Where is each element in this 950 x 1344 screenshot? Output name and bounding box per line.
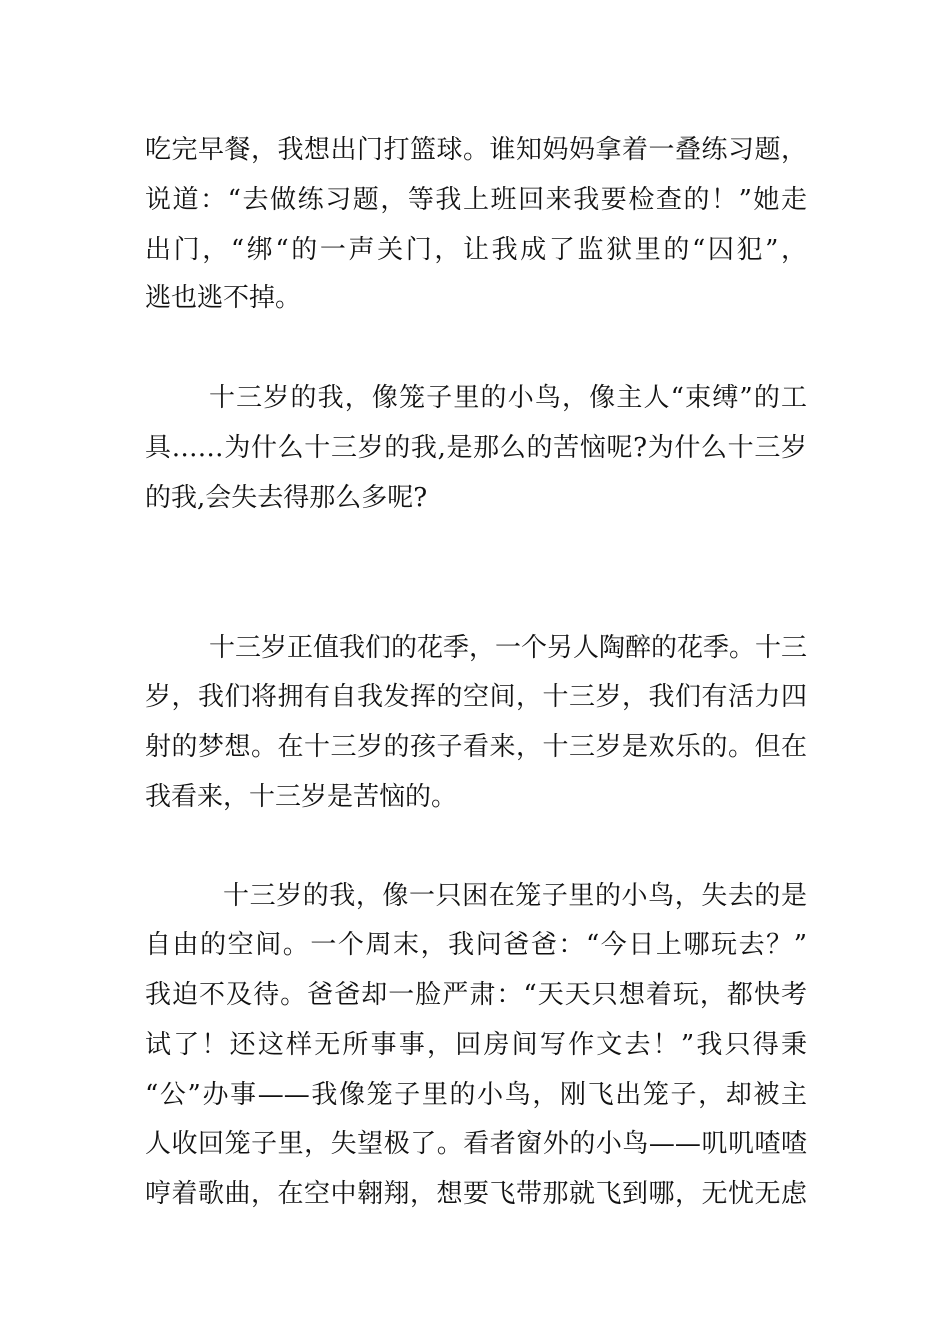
paragraph-line: 射的梦想。在十三岁的孩子看来，十三岁是欢乐的。但在 [145,732,807,762]
paragraph-line: 哼着歌曲，在空中翱翔，想要飞带那就飞到哪，无忧无虑 [145,1179,807,1209]
paragraph-line: 具……为什么十三岁的我,是那么的苦恼呢?为什么十三岁 [145,433,807,463]
paragraph-line: 逃也逃不掉。 [145,283,302,313]
paragraph-line: 说道：“去做练习题，等我上班回来我要检查的！”她走 [145,185,807,215]
paragraph-line: 我看来，十三岁是苦恼的。 [145,782,458,812]
paragraph-line: 十三岁的我，像一只困在笼子里的小鸟，失去的是 [223,881,807,911]
paragraph-line: 试了！还这样无所事事，回房间写作文去！”我只得秉 [145,1030,807,1060]
paragraph-line: 的我,会失去得那么多呢? [145,483,428,513]
paragraph-line: 岁，我们将拥有自我发挥的空间，十三岁，我们有活力四 [145,682,807,712]
paragraph-line: 自由的空间。一个周末，我问爸爸：“今日上哪玩去？” [145,930,807,960]
paragraph-line: “公”办事——我像笼子里的小鸟，刚飞出笼子，却被主 [145,1080,807,1110]
paragraph-line: 十三岁正值我们的花季，一个另人陶醉的花季。十三 [209,633,808,663]
paragraph-line: 吃完早餐，我想出门打篮球。谁知妈妈拿着一叠练习题， [145,135,807,165]
paragraph-line: 我迫不及待。爸爸却一脸严肃：“天天只想着玩，都快考 [145,980,807,1010]
paragraph-line: 人收回笼子里，失望极了。看者窗外的小鸟——叽叽喳喳 [145,1129,807,1159]
paragraph-line: 十三岁的我，像笼子里的小鸟，像主人“束缚”的工 [209,383,807,413]
paragraph-line: 出门，“绑“的一声关门，让我成了监狱里的“囚犯”， [145,235,807,265]
